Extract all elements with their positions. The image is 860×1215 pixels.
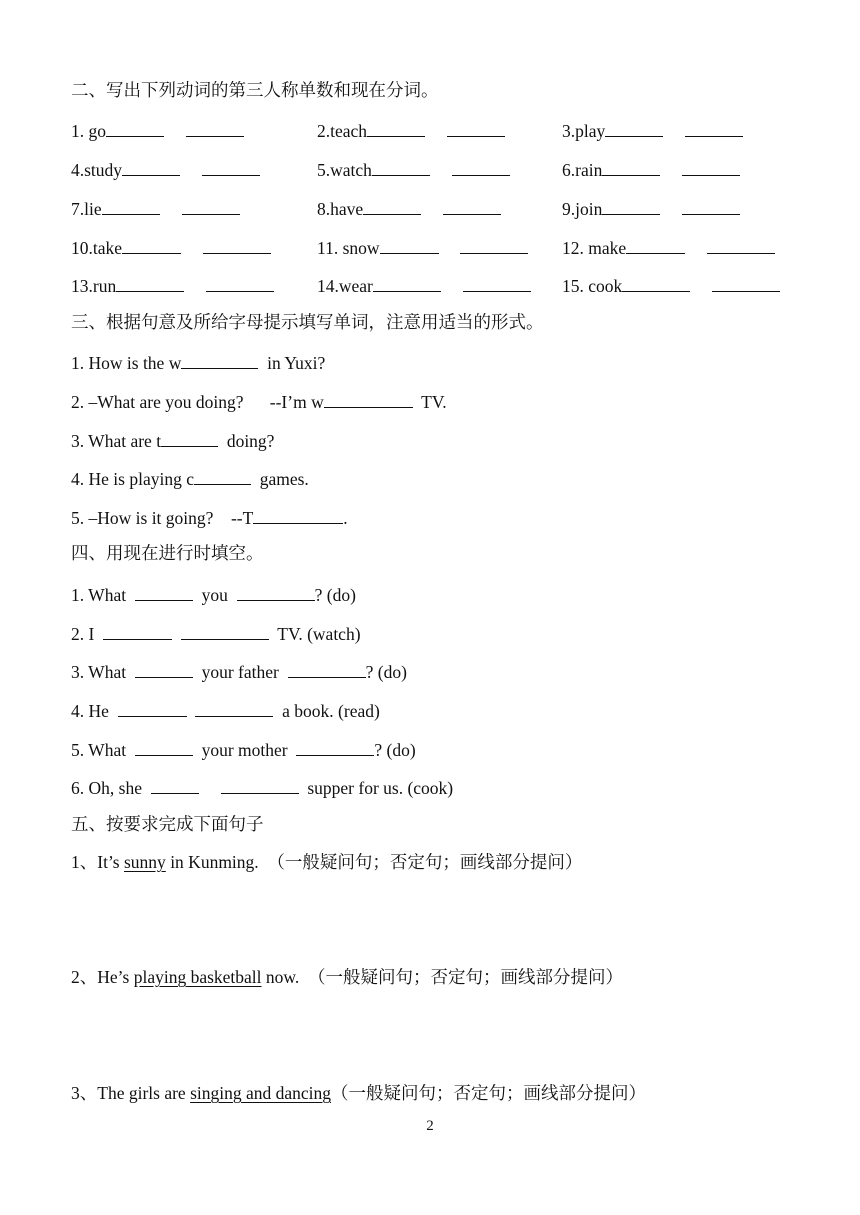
verb-item: [71, 237, 271, 258]
s3-q2-rest: TV.: [421, 392, 447, 412]
third-person-blank[interactable]: [363, 198, 421, 215]
third-person-blank[interactable]: [372, 159, 430, 176]
s3-q5-rest: .: [343, 508, 348, 528]
s3-q4-text: 4. He is playing c: [71, 469, 194, 489]
verb-label: 3.play: [562, 121, 606, 141]
answer-blank[interactable]: [135, 661, 193, 678]
third-person-blank[interactable]: [116, 275, 184, 292]
answer-blank[interactable]: [181, 352, 258, 369]
s4-question-1: [71, 584, 356, 605]
s5-q2-underlined: playing basketball: [133, 967, 262, 987]
verb-label: 4.study: [71, 160, 123, 180]
verb-item: [71, 120, 244, 141]
s4-question-5: [71, 739, 416, 760]
present-participle-blank[interactable]: [452, 159, 510, 176]
s3-q1-rest: in Yuxi?: [267, 353, 326, 373]
s5-q1-instruction: （一般疑问句；否定句；画线部分提问）: [267, 852, 583, 872]
third-person-blank[interactable]: [106, 120, 164, 137]
answer-blank[interactable]: [135, 739, 193, 756]
s4-q6-rest: supper for us. (cook): [307, 778, 454, 798]
s4-q5-text: 5. What: [71, 740, 127, 760]
verb-label: 13.run: [71, 276, 117, 296]
s3-q2-reply: --I’m w: [269, 392, 324, 412]
present-participle-blank[interactable]: [685, 120, 743, 137]
s4-question-6: [71, 777, 453, 798]
third-person-blank[interactable]: [367, 120, 425, 137]
section3-heading: 三、根据句意及所给字母提示填写单词，注意用适当的形式。: [71, 312, 544, 332]
s3-question-3: [71, 430, 274, 451]
answer-blank[interactable]: [194, 468, 251, 485]
present-participle-blank[interactable]: [712, 275, 780, 292]
s4-question-3: [71, 661, 407, 682]
s3-q4-rest: games.: [259, 469, 309, 489]
s4-q1-mid: you: [201, 585, 228, 605]
present-participle-blank[interactable]: [206, 275, 274, 292]
present-participle-blank[interactable]: [202, 159, 260, 176]
third-person-blank[interactable]: [122, 159, 180, 176]
verb-label: 8.have: [317, 199, 364, 219]
third-person-blank[interactable]: [605, 120, 663, 137]
answer-blank[interactable]: [253, 507, 343, 524]
present-participle-blank[interactable]: [707, 237, 775, 254]
s4-q4-text: 4. He: [71, 701, 109, 721]
verb-item: [562, 120, 743, 141]
answer-blank[interactable]: [181, 623, 269, 640]
s3-q3-rest: doing?: [226, 431, 275, 451]
s5-q3-instruction: （一般疑问句；否定句；画线部分提问）: [331, 1083, 647, 1103]
verb-label: 12. make: [562, 238, 627, 258]
s5-q2-rest: now.: [261, 967, 300, 987]
verb-item: [562, 275, 780, 296]
s4-q1-rest: ? (do): [314, 585, 356, 605]
s5-q1-rest: in Kunming.: [165, 852, 259, 872]
verb-item: [562, 159, 740, 180]
answer-blank[interactable]: [221, 777, 299, 794]
page-number: 2: [426, 1118, 434, 1134]
verb-item: [562, 198, 740, 219]
third-person-blank[interactable]: [622, 275, 690, 292]
answer-blank[interactable]: [118, 700, 187, 717]
verb-label: 7.lie: [71, 199, 102, 219]
verb-label: 9.join: [562, 199, 603, 219]
answer-blank[interactable]: [195, 700, 273, 717]
verb-label: 11. snow: [317, 238, 380, 258]
answer-blank[interactable]: [161, 430, 218, 447]
s4-q5-mid: your mother: [201, 740, 288, 760]
verb-label: 1. go: [71, 121, 106, 141]
present-participle-blank[interactable]: [443, 198, 501, 215]
third-person-blank[interactable]: [122, 237, 181, 254]
section2-heading: 二、写出下列动词的第三人称单数和现在分词。: [71, 80, 439, 100]
s3-question-5: [71, 507, 348, 528]
s3-q5-reply: --T: [230, 508, 254, 528]
s5-q2-text: 2、He’s: [71, 967, 134, 987]
present-participle-blank[interactable]: [447, 120, 505, 137]
s4-question-4: [71, 700, 380, 721]
answer-blank[interactable]: [151, 777, 199, 794]
verb-item: [317, 198, 501, 219]
present-participle-blank[interactable]: [460, 237, 528, 254]
third-person-blank[interactable]: [626, 237, 685, 254]
present-participle-blank[interactable]: [186, 120, 244, 137]
s5-q2-instruction: （一般疑问句；否定句；画线部分提问）: [308, 967, 624, 987]
s4-q1-text: 1. What: [71, 585, 127, 605]
s3-question-2: [71, 391, 447, 412]
answer-blank[interactable]: [103, 623, 172, 640]
verb-label: 10.take: [71, 238, 123, 258]
s4-q4-rest: a book. (read): [282, 701, 380, 721]
verb-label: 2.teach: [317, 121, 368, 141]
s5-q3-text: 3、The girls are: [71, 1083, 191, 1103]
verb-item: [317, 237, 528, 258]
s4-q2-rest: TV. (watch): [277, 624, 361, 644]
s5-question-2: [71, 969, 623, 987]
verb-label: 14.wear: [317, 276, 373, 296]
s4-q3-rest: ? (do): [365, 662, 407, 682]
verb-label: 5.watch: [317, 160, 372, 180]
s5-question-1: [71, 854, 582, 872]
s3-question-1: [71, 352, 325, 373]
verb-item: [317, 275, 531, 296]
verb-item: [317, 159, 510, 180]
verb-item: [71, 159, 260, 180]
s5-question-3: [71, 1085, 646, 1103]
third-person-blank[interactable]: [602, 159, 660, 176]
s5-q1-text: 1、It’s: [71, 852, 124, 872]
present-participle-blank[interactable]: [203, 237, 271, 254]
s3-q5-text: 5. –How is it going?: [71, 508, 214, 528]
verb-item: [562, 237, 775, 258]
s5-q1-underlined: sunny: [124, 852, 166, 872]
s3-q3-text: 3. What are t: [71, 431, 162, 451]
s4-q3-text: 3. What: [71, 662, 127, 682]
s3-question-4: [71, 468, 309, 489]
verb-item: [71, 198, 240, 219]
present-participle-blank[interactable]: [182, 198, 240, 215]
verb-label: 15. cook: [562, 276, 623, 296]
section5-heading: 五、按要求完成下面句子: [71, 814, 264, 834]
answer-blank[interactable]: [237, 584, 315, 601]
s4-q5-rest: ? (do): [374, 740, 416, 760]
verb-label: 6.rain: [562, 160, 603, 180]
s3-q2-text: 2. –What are you doing?: [71, 392, 244, 412]
s5-q3-underlined: singing and dancing: [190, 1083, 332, 1103]
s4-q6-text: 6. Oh, she: [71, 778, 142, 798]
s3-q1-text: 1. How is the w: [71, 353, 182, 373]
third-person-blank[interactable]: [102, 198, 160, 215]
present-participle-blank[interactable]: [682, 159, 740, 176]
answer-blank[interactable]: [296, 739, 374, 756]
answer-blank[interactable]: [135, 584, 193, 601]
present-participle-blank[interactable]: [463, 275, 531, 292]
answer-blank[interactable]: [324, 391, 413, 408]
verb-item: [71, 275, 274, 296]
present-participle-blank[interactable]: [682, 198, 740, 215]
third-person-blank[interactable]: [373, 275, 441, 292]
answer-blank[interactable]: [288, 661, 366, 678]
s4-q3-mid: your father: [201, 662, 279, 682]
third-person-blank[interactable]: [602, 198, 660, 215]
s4-question-2: [71, 623, 361, 644]
verb-item: [317, 120, 505, 141]
s4-q2-text: 2. I: [71, 624, 95, 644]
third-person-blank[interactable]: [380, 237, 439, 254]
section4-heading: 四、用现在进行时填空。: [71, 543, 264, 563]
